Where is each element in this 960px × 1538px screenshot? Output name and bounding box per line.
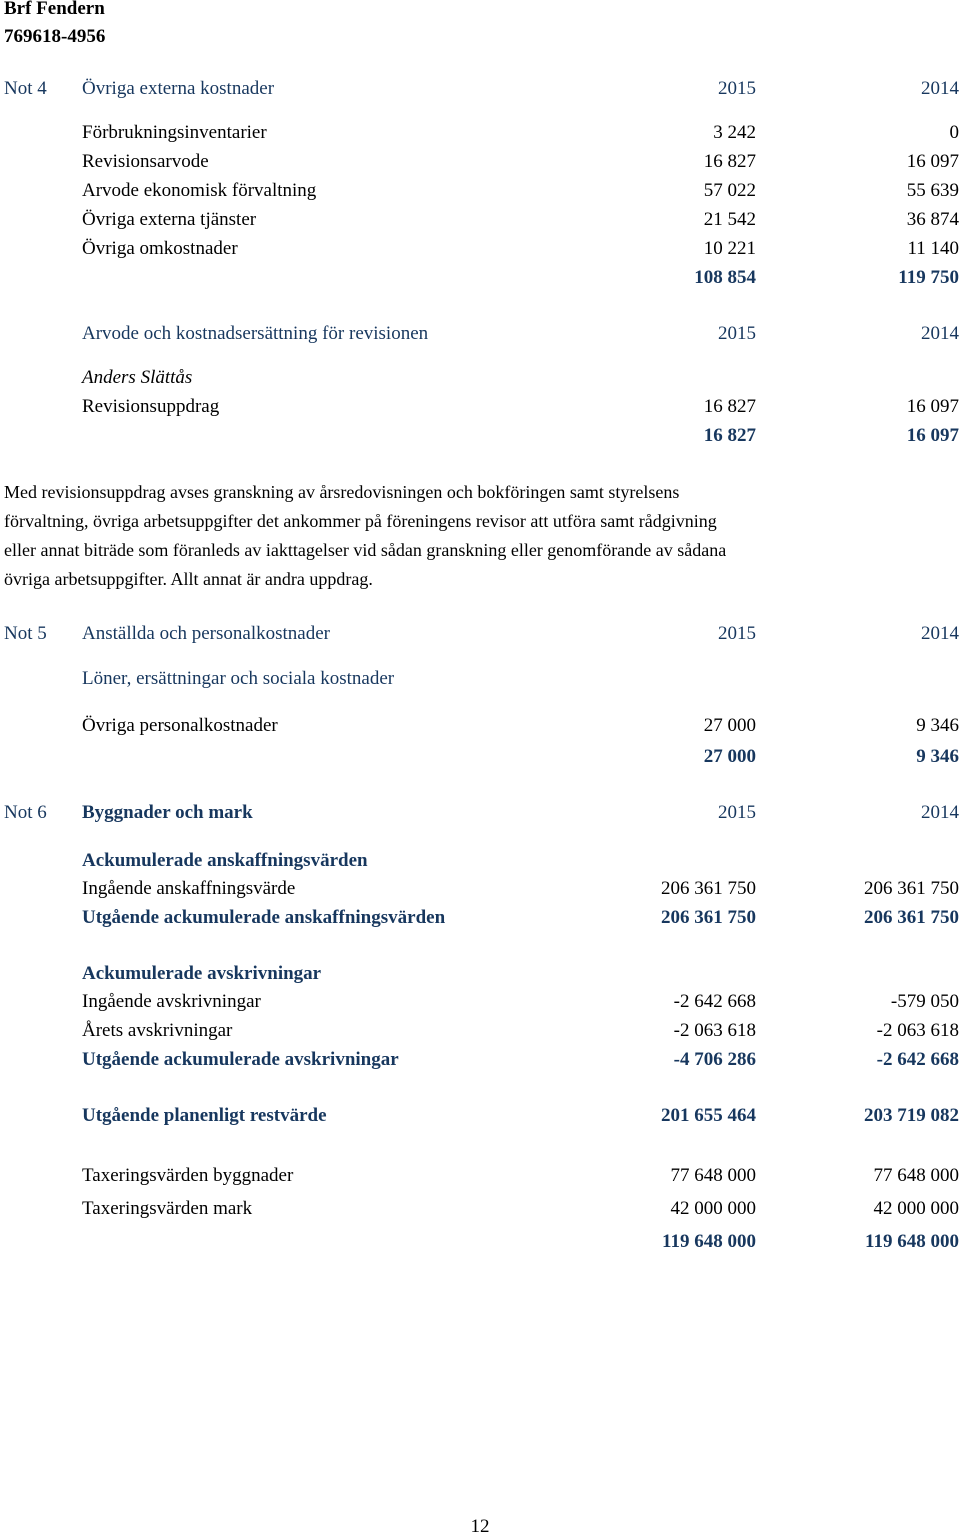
note4-title: Övriga externa kostnader bbox=[82, 78, 275, 99]
note5-year-2014: 2014 bbox=[921, 623, 959, 644]
note5-title: Anställda och personalkostnader bbox=[82, 623, 330, 644]
note6-year-2014: 2014 bbox=[921, 802, 959, 823]
year-header-2015: 2015 bbox=[718, 78, 756, 99]
auditor-name: Anders Slättås bbox=[82, 367, 193, 388]
residual-2015: 201 655 464 bbox=[661, 1105, 756, 1126]
row-value-2015: -2 642 668 bbox=[673, 991, 756, 1012]
row-value-2015: 206 361 750 bbox=[661, 878, 756, 899]
residual-label: Utgående planenligt restvärde bbox=[82, 1105, 327, 1126]
row-value-2015: -2 063 618 bbox=[673, 1020, 756, 1041]
row-label: Ingående anskaffningsvärde bbox=[82, 878, 296, 899]
row-label: Taxeringsvärden mark bbox=[82, 1198, 253, 1219]
page-number: 12 bbox=[470, 1516, 490, 1537]
audit-year-2015: 2015 bbox=[718, 323, 756, 344]
org-number: 769618-4956 bbox=[4, 26, 106, 47]
row-value-2014: 16 097 bbox=[906, 396, 959, 417]
row-value-2015: 21 542 bbox=[703, 209, 756, 230]
row-value-2014: 77 648 000 bbox=[873, 1165, 959, 1186]
acq-closing-2014: 206 361 750 bbox=[864, 907, 959, 928]
note5-subtitle: Löner, ersättningar och sociala kostnader bbox=[82, 668, 395, 689]
acq-closing-2015: 206 361 750 bbox=[661, 907, 756, 928]
tax-total-2014: 119 648 000 bbox=[865, 1231, 959, 1252]
row-value-2015: 77 648 000 bbox=[670, 1165, 756, 1186]
row-value-2015: 27 000 bbox=[703, 715, 756, 736]
tax-total-2015: 119 648 000 bbox=[662, 1231, 756, 1252]
row-label: Ingående avskrivningar bbox=[82, 991, 261, 1012]
row-value-2015: 57 022 bbox=[703, 180, 756, 201]
note6-title: Byggnader och mark bbox=[82, 802, 253, 823]
row-label: Övriga omkostnader bbox=[82, 238, 238, 259]
row-value-2015: 3 242 bbox=[713, 122, 756, 143]
row-label: Revisionsarvode bbox=[82, 151, 209, 172]
row-value-2015: 42 000 000 bbox=[670, 1198, 756, 1219]
dep-closing-2014: -2 642 668 bbox=[876, 1049, 959, 1070]
row-value-2014: -579 050 bbox=[890, 991, 959, 1012]
dep-section-title: Ackumulerade avskrivningar bbox=[82, 963, 322, 984]
row-value-2014: 55 639 bbox=[906, 180, 959, 201]
note4-total-2015: 108 854 bbox=[694, 267, 756, 288]
row-label: Övriga personalkostnader bbox=[82, 715, 278, 736]
acq-closing-label: Utgående ackumulerade anskaffningsvärden bbox=[82, 907, 446, 928]
note5-year-2015: 2015 bbox=[718, 623, 756, 644]
row-value-2014: 36 874 bbox=[906, 209, 959, 230]
row-label: Övriga externa tjänster bbox=[82, 209, 257, 230]
note6-year-2015: 2015 bbox=[718, 802, 756, 823]
residual-2014: 203 719 082 bbox=[864, 1105, 959, 1126]
row-value-2014: 16 097 bbox=[906, 151, 959, 172]
row-value-2014: 11 140 bbox=[907, 238, 959, 259]
row-label: Revisionsuppdrag bbox=[82, 396, 220, 417]
audit-year-2014: 2014 bbox=[921, 323, 959, 344]
note5-total-2014: 9 346 bbox=[916, 746, 959, 767]
note5-number: Not 5 bbox=[4, 623, 47, 644]
note6-number: Not 6 bbox=[4, 802, 47, 823]
dep-closing-2015: -4 706 286 bbox=[673, 1049, 756, 1070]
row-value-2015: 16 827 bbox=[703, 396, 756, 417]
year-header-2014: 2014 bbox=[921, 78, 959, 99]
row-label: Förbrukningsinventarier bbox=[82, 122, 267, 143]
row-value-2015: 10 221 bbox=[703, 238, 756, 259]
row-value-2014: -2 063 618 bbox=[876, 1020, 959, 1041]
note5-total-2015: 27 000 bbox=[703, 746, 756, 767]
row-value-2015: 16 827 bbox=[703, 151, 756, 172]
dep-closing-label: Utgående ackumulerade avskrivningar bbox=[82, 1049, 399, 1070]
note4-number: Not 4 bbox=[4, 78, 47, 99]
audit-total-2014: 16 097 bbox=[906, 425, 959, 446]
audit-total-2015: 16 827 bbox=[703, 425, 756, 446]
row-label: Årets avskrivningar bbox=[82, 1020, 233, 1041]
note4-total-2014: 119 750 bbox=[898, 267, 959, 288]
row-value-2014: 206 361 750 bbox=[864, 878, 959, 899]
paragraph-line: eller annat biträde som föranleds av iakttagelser vid sådan granskning eller genomförande av sådana bbox=[4, 540, 727, 560]
paragraph-line: förvaltning, övriga arbetsuppgifter det ankommer på föreningens revisor att utföra samt rådgivning bbox=[4, 511, 717, 531]
row-label: Taxeringsvärden byggnader bbox=[82, 1165, 294, 1186]
acq-section-title: Ackumulerade anskaffningsvärden bbox=[82, 850, 368, 871]
audit-title: Arvode och kostnadsersättning för revisionen bbox=[82, 323, 429, 344]
paragraph-line: Med revisionsuppdrag avses granskning av årsredovisningen och bokföringen samt styrelsens bbox=[4, 482, 680, 502]
row-value-2014: 9 346 bbox=[916, 715, 959, 736]
org-name: Brf Fendern bbox=[4, 0, 105, 19]
paragraph-line: övriga arbetsuppgifter. Allt annat är andra uppdrag. bbox=[4, 569, 373, 589]
row-label: Arvode ekonomisk förvaltning bbox=[82, 180, 317, 201]
audit-explanation-paragraph bbox=[4, 478, 904, 594]
row-value-2014: 42 000 000 bbox=[873, 1198, 959, 1219]
row-value-2014: 0 bbox=[949, 122, 959, 143]
